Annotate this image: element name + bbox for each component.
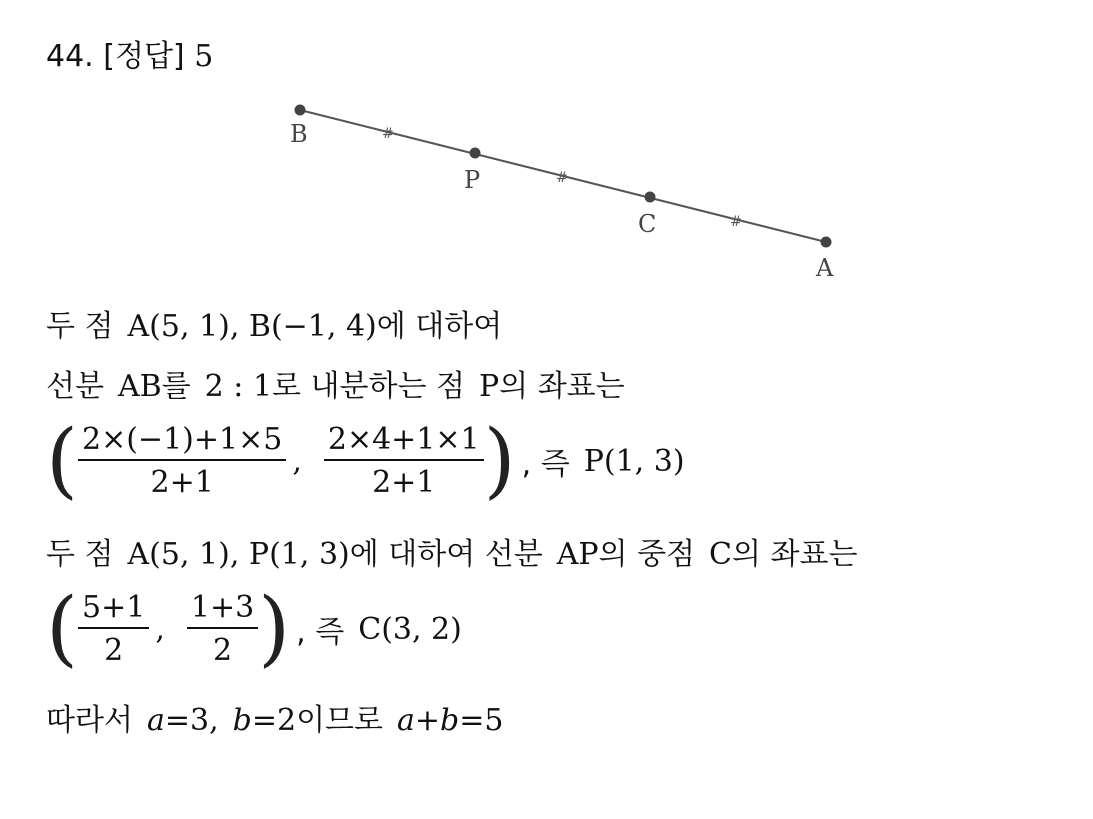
tick-mark-bp: #: [382, 126, 394, 142]
text: 따라서: [46, 703, 133, 738]
fraction-x: [78, 421, 286, 500]
problem-heading: [46, 39, 214, 74]
variable-a: a: [146, 703, 165, 738]
fraction-y: [324, 421, 484, 500]
solution-line-4: [46, 537, 858, 572]
point-b: [295, 105, 306, 116]
solution-line-5: [46, 581, 462, 676]
variable-b: b: [440, 703, 460, 738]
open-paren: (: [46, 413, 78, 508]
text: 를: [161, 369, 191, 404]
variable-b: b: [232, 703, 252, 738]
answer-value: 5: [194, 39, 214, 74]
text: , 즉: [296, 615, 345, 650]
tick-mark-ca: #: [730, 214, 742, 230]
text: 의 좌표는: [499, 369, 625, 404]
numerator: 2×(−1)+1×5: [78, 424, 286, 462]
fraction-x: [78, 589, 149, 668]
denominator: 2+1: [372, 465, 436, 500]
text: 의 좌표는: [732, 537, 858, 572]
comma: ,: [292, 443, 302, 479]
label-b: B: [290, 120, 308, 148]
problem-number: 44.: [46, 39, 94, 74]
solution-line-1: [46, 309, 503, 344]
math: +: [414, 703, 441, 738]
text: , 즉: [521, 447, 570, 482]
label-p: P: [464, 166, 481, 194]
label-a: A: [816, 254, 834, 282]
solution-line-6: [46, 703, 504, 738]
text: 로 내분하는 점: [272, 369, 465, 404]
fraction-y: [187, 589, 258, 668]
text: 이므로: [296, 703, 384, 738]
math: AB: [117, 369, 162, 404]
close-paren: ): [483, 413, 516, 508]
text: 에 대하여: [376, 309, 503, 344]
point-p: [470, 148, 481, 159]
numerator: 5+1: [78, 592, 149, 630]
point-a: [821, 237, 832, 248]
math: A(5, 1), B(−1, 4): [127, 309, 377, 344]
comma: ,: [155, 611, 165, 647]
variable-a: a: [397, 703, 415, 738]
close-paren: ): [258, 581, 291, 676]
solution-line-2: [46, 369, 625, 404]
label-c: C: [638, 210, 657, 238]
text: 에 대하여 선분: [349, 537, 543, 572]
math: C(3, 2): [358, 611, 462, 647]
text: 두 점: [46, 537, 114, 572]
math: P: [478, 369, 500, 404]
tick-mark-pc: #: [556, 170, 568, 186]
text: 의 중점: [598, 537, 696, 572]
point-c: [645, 192, 656, 203]
math: C: [709, 537, 732, 572]
solution-line-3: [46, 413, 685, 508]
ratio: 2 : 1: [204, 369, 273, 404]
open-paren: (: [46, 581, 78, 676]
denominator: 2: [212, 633, 233, 668]
text: 선분: [46, 369, 104, 404]
denominator: 2+1: [150, 465, 214, 500]
math: =2: [251, 703, 297, 738]
denominator: 2: [104, 633, 124, 668]
segment-diagram: [270, 90, 870, 285]
numerator: 1+3: [187, 592, 258, 630]
math: P(1, 3): [583, 443, 685, 479]
math: =5: [459, 703, 504, 738]
math: AP: [556, 537, 599, 572]
answer-tag: [정답]: [103, 39, 185, 74]
text: 두 점: [46, 309, 114, 344]
math: A(5, 1), P(1, 3): [127, 537, 350, 572]
math: =3,: [164, 703, 219, 738]
numerator: 2×4+1×1: [324, 424, 484, 462]
